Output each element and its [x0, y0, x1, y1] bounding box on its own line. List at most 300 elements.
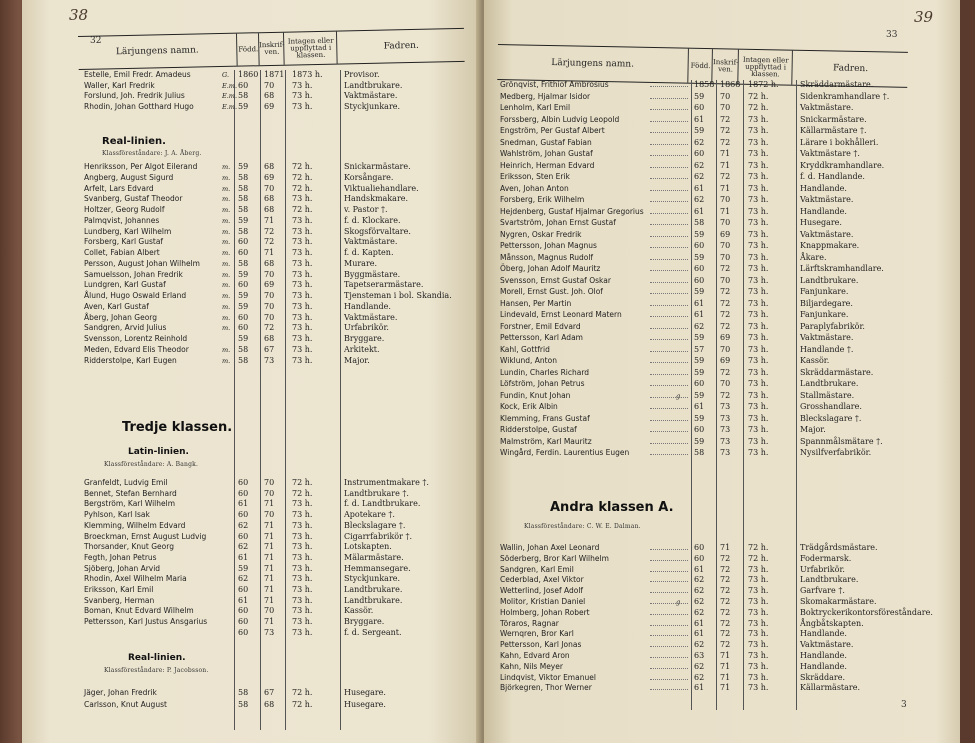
father-occupation: Kassör.	[344, 606, 374, 616]
promotion-year: 73 h.	[748, 298, 769, 308]
promotion-year: 72 h.	[748, 103, 769, 112]
leader-dots	[650, 571, 688, 572]
leader-dots	[650, 635, 688, 636]
leader-dots	[650, 121, 688, 122]
header-entered: Inskrif-ven.	[258, 33, 285, 66]
entry-year: 71	[720, 543, 731, 552]
birth-year: 60	[238, 531, 249, 541]
birth-year: 62	[694, 597, 705, 606]
father-occupation: Landtbrukare †.	[344, 488, 409, 498]
father-occupation: Trädgårdsmästare.	[800, 543, 878, 552]
class-teacher: Klassföreståndare: C. W. E. Dalman.	[524, 523, 641, 530]
table-row	[22, 248, 462, 258]
father-occupation: Byggmästare.	[344, 269, 401, 279]
student-name: Rhodin, Axel Wilhelm Maria	[84, 574, 187, 584]
leader-dots	[650, 178, 688, 179]
student-tag: m.	[222, 195, 231, 204]
promotion-year: 72 h.	[748, 91, 769, 101]
promotion-year: 73 h.	[292, 574, 313, 584]
entry-year: 71	[264, 215, 275, 225]
father-occupation: Handlande.	[800, 206, 847, 216]
entry-year: 71	[720, 661, 731, 671]
entry-year: 71	[720, 183, 731, 193]
birth-year: 58	[238, 226, 249, 236]
father-occupation: Tapetserarmästare.	[344, 280, 424, 290]
table-row	[484, 402, 954, 412]
entry-year: 71	[720, 206, 731, 216]
father-occupation: Handskmakare.	[344, 194, 409, 204]
promotion-year: 1873 h.	[292, 70, 323, 79]
promotion-year: 73 h.	[292, 248, 313, 257]
student-name: Holmberg, Johan Robert	[500, 607, 590, 617]
table-row	[484, 333, 954, 343]
leader-dots	[650, 282, 688, 283]
promotion-year: 73 h.	[292, 552, 313, 562]
promotion-year: 72 h.	[748, 543, 769, 552]
header-name: Lärjungens namn.	[551, 57, 635, 70]
leader-dots	[650, 454, 688, 455]
entry-year: 72	[720, 640, 731, 650]
table-row	[484, 543, 954, 553]
father-occupation: Ångbåtskapten.	[800, 618, 864, 628]
leader-dots	[650, 549, 688, 550]
father-occupation: Paraplyfabrikör.	[800, 321, 865, 331]
father-occupation: Urfabrikör.	[344, 323, 389, 333]
student-name: Wiklund, Anton	[500, 356, 557, 365]
birth-year: 62	[694, 640, 705, 650]
table-row	[22, 270, 462, 280]
table-row	[22, 205, 462, 215]
birth-year: 60	[694, 553, 705, 563]
father-occupation: Arkitekt.	[344, 344, 380, 354]
entry-year: 70	[264, 301, 275, 311]
birth-year: 59	[238, 162, 249, 171]
student-name: Svensson, Lorentz Reinhold	[84, 334, 188, 343]
leader-dots	[650, 247, 688, 248]
leader-dots	[650, 259, 688, 260]
header-name: Lärjungens namn.	[115, 44, 199, 57]
table-row	[484, 437, 954, 447]
entry-year: 72	[720, 597, 731, 606]
leader-dots	[650, 625, 688, 626]
birth-year: 59	[238, 291, 249, 300]
promotion-year: 73 h.	[748, 413, 769, 423]
student-name: Pyhlson, Karl Isak	[84, 510, 150, 520]
table-row	[484, 391, 954, 401]
student-name: Pettersson, Johan Magnus	[500, 241, 597, 250]
birth-year: 59	[694, 126, 705, 135]
student-name: Heinrich, Herman Edvard	[500, 160, 595, 170]
birth-year: 57	[694, 344, 705, 354]
entry-year: 67	[264, 688, 275, 697]
entry-year: 71	[720, 149, 731, 158]
table-row	[484, 414, 954, 424]
father-occupation: Korsångare.	[344, 172, 394, 182]
entry-year: 70	[264, 312, 275, 322]
father-occupation: Landtbrukare.	[800, 575, 859, 585]
table-row	[22, 356, 462, 366]
table-row	[484, 586, 954, 596]
entry-year: 70	[720, 195, 731, 204]
father-occupation: Åkare.	[800, 252, 827, 262]
promotion-year: 73 h.	[748, 183, 769, 193]
student-tag: g.	[676, 391, 683, 400]
promotion-year: 72 h.	[292, 488, 313, 498]
table-row	[22, 532, 462, 542]
father-occupation: Vaktmästare.	[800, 103, 854, 112]
leader-dots	[650, 86, 688, 87]
table-row	[484, 103, 954, 113]
birth-year: 60	[694, 379, 705, 388]
entry-year: 68	[264, 700, 275, 709]
student-name: Åberg, Johan Georg	[84, 312, 158, 322]
entry-year: 72	[720, 390, 731, 400]
father-occupation: Snickarmästare.	[800, 114, 867, 124]
entry-year: 70	[720, 91, 731, 101]
birth-year: 61	[694, 298, 705, 308]
entry-year: 72	[720, 310, 731, 319]
student-name: Snedman, Gustaf Fabian	[500, 137, 592, 147]
birth-year: 58	[238, 258, 249, 268]
entry-year: 71	[720, 651, 731, 660]
father-occupation: f. d. Klockare.	[344, 215, 401, 225]
table-row	[22, 280, 462, 290]
student-name: Cederblad, Axel Viktor	[500, 575, 584, 585]
birth-year: 58	[694, 218, 705, 227]
father-occupation: Vaktmästare.	[800, 195, 854, 204]
father-occupation: Nysilfverfabrikör.	[800, 448, 872, 457]
entry-year: 72	[264, 226, 275, 236]
leader-dots	[650, 592, 688, 593]
student-name: Forsberg, Karl Gustaf	[84, 237, 164, 247]
entry-year: 1868	[720, 80, 741, 89]
table-row	[22, 478, 462, 488]
page-number: 32	[90, 36, 102, 46]
student-tag: m.	[222, 206, 231, 214]
birth-year: 60	[238, 478, 249, 487]
entry-year: 71	[264, 531, 275, 541]
table-row	[484, 287, 954, 297]
birth-year: 58	[238, 172, 249, 182]
birth-year: 63	[694, 651, 705, 660]
entry-year: 73	[720, 436, 731, 446]
entry-year: 71	[264, 595, 275, 605]
table-row	[22, 688, 462, 698]
leader-dots	[650, 679, 688, 680]
promotion-year: 73 h.	[748, 436, 769, 446]
left-page	[22, 0, 484, 743]
table-row	[484, 662, 954, 672]
entry-year: 73	[720, 413, 731, 423]
father-occupation: Garfvare †.	[800, 586, 845, 596]
entry-year: 70	[264, 510, 275, 520]
table-row	[484, 651, 954, 661]
promotion-year: 73 h.	[748, 114, 769, 124]
birth-year: 59	[694, 390, 705, 400]
leader-dots	[650, 443, 688, 444]
entry-year: 68	[264, 194, 275, 204]
promotion-year: 73 h.	[292, 301, 313, 311]
leader-dots	[650, 167, 688, 168]
entry-year: 71	[264, 520, 275, 530]
promotion-year: 73 h.	[292, 280, 313, 290]
student-name: Hansen, Per Martin	[500, 298, 572, 308]
handwritten-page-number: 38	[69, 6, 89, 24]
table-row	[22, 194, 462, 204]
table-row	[22, 617, 462, 627]
promotion-year: 73 h.	[748, 629, 769, 639]
student-name: Svartström, Johan Ernst Gustaf	[500, 218, 616, 227]
father-occupation: Apotekare †.	[344, 510, 395, 520]
table-row	[22, 323, 462, 333]
student-name: Waller, Karl Fredrik	[84, 80, 155, 90]
leader-dots	[650, 560, 688, 561]
promotion-year: 73 h.	[292, 542, 313, 552]
table-row	[22, 489, 462, 499]
student-name: Forsberg, Erik Wilhelm	[500, 195, 585, 204]
leader-dots	[650, 351, 688, 352]
birth-year: 62	[238, 520, 249, 530]
birth-year: 60	[694, 275, 705, 285]
promotion-year: 73 h.	[748, 425, 769, 434]
table-row	[484, 92, 954, 102]
promotion-year: 72 h.	[292, 172, 313, 182]
student-name: Rhodin, Johan Gotthard Hugo	[84, 101, 194, 111]
table-row	[22, 521, 462, 531]
student-name: Morell, Ernst Gust. Joh. Olof	[500, 287, 603, 296]
father-occupation: Handlande.	[344, 301, 391, 311]
promotion-year: 73 h.	[292, 226, 313, 236]
student-name: Collet, Fabian Albert	[84, 248, 160, 257]
birth-year: 62	[694, 172, 705, 181]
table-row	[484, 575, 954, 585]
student-name: Forstner, Emil Edvard	[500, 321, 581, 331]
leader-dots	[650, 668, 688, 669]
father-occupation: Grosshandlare.	[800, 402, 862, 411]
student-name: Grönqvist, Frithiof Ambrosius	[500, 80, 609, 89]
father-occupation: Mälarmästare.	[344, 552, 404, 562]
entry-year: 67	[264, 344, 275, 354]
father-occupation: Skomakarmästare.	[800, 597, 877, 606]
section-title: Real-linien.	[102, 136, 166, 147]
table-row	[22, 542, 462, 552]
father-occupation: Vaktmästare.	[344, 237, 398, 247]
birth-year: 59	[238, 269, 249, 279]
student-name: Sjöberg, Johan Arvid	[84, 563, 161, 573]
leader-dots	[650, 374, 688, 375]
table-row	[22, 596, 462, 606]
promotion-year: 73 h.	[292, 499, 313, 509]
leader-dots	[650, 155, 688, 156]
entry-year: 73	[720, 448, 731, 457]
birth-year: 60	[694, 543, 705, 552]
leader-dots	[650, 190, 688, 191]
student-tag: m.	[222, 270, 231, 279]
entry-year: 71	[264, 617, 275, 627]
student-name: Lindevald, Ernst Leonard Matern	[500, 310, 622, 319]
leader-dots	[650, 603, 688, 604]
section-title: Real-linien.	[128, 653, 186, 663]
birth-year: 59	[694, 287, 705, 296]
table-row	[22, 237, 462, 247]
entry-year: 69	[264, 101, 275, 111]
promotion-year: 73 h.	[748, 402, 769, 411]
table-row	[22, 91, 462, 101]
right-page	[484, 0, 960, 743]
father-occupation: Murare.	[344, 258, 378, 268]
table-row	[484, 253, 954, 263]
father-occupation: Källarmästare †.	[800, 126, 867, 135]
father-occupation: Kassör.	[800, 356, 830, 365]
entry-year: 72	[720, 367, 731, 377]
entry-year: 71	[264, 552, 275, 562]
table-row	[484, 565, 954, 575]
father-occupation: Biljardegare.	[800, 298, 853, 308]
table-row	[22, 227, 462, 237]
birth-year: 60	[694, 425, 705, 434]
father-occupation: Styckjunkare.	[344, 101, 401, 111]
promotion-year: 73 h.	[748, 597, 769, 606]
table-row	[484, 299, 954, 309]
promotion-year: 73 h.	[748, 275, 769, 285]
entry-year: 70	[264, 183, 275, 193]
birth-year: 60	[694, 264, 705, 273]
promotion-year: 73 h.	[292, 355, 313, 365]
table-row	[22, 553, 462, 563]
birth-year: 60	[694, 149, 705, 158]
father-occupation: Knappmakare.	[800, 241, 860, 250]
promotion-year: 73 h.	[748, 172, 769, 181]
father-occupation: f. d. Kapten.	[344, 248, 394, 257]
entry-year: 1871	[264, 70, 285, 79]
father-occupation: Handlande.	[800, 651, 847, 660]
promotion-year: 73 h.	[748, 672, 769, 682]
student-name: Pettersson, Karl Adam	[500, 333, 583, 342]
entry-year: 73	[264, 355, 275, 365]
student-name: Kahl, Gottfrid	[500, 344, 550, 354]
birth-year: 59	[694, 333, 705, 342]
table-row	[22, 216, 462, 226]
leader-dots	[650, 224, 688, 225]
student-name: Eriksson, Sten Erik	[500, 172, 570, 181]
entry-year: 69	[264, 172, 275, 182]
entry-year: 71	[720, 672, 731, 682]
student-name: Estelle, Emil Fredr. Amadeus	[84, 70, 191, 79]
entry-year: 72	[720, 618, 731, 628]
birth-year: 60	[694, 241, 705, 250]
birth-year: 62	[694, 607, 705, 617]
promotion-year: 73 h.	[292, 215, 313, 225]
table-row	[484, 195, 954, 205]
table-row	[484, 683, 954, 693]
student-name: Svensson, Ernst Gustaf Oskar	[500, 275, 611, 285]
leader-dots	[650, 646, 688, 647]
father-occupation: Skräddarmästare.	[800, 80, 874, 89]
promotion-year: 72 h.	[292, 700, 313, 709]
birth-year: 58	[238, 344, 249, 354]
father-occupation: Stallmästare.	[800, 390, 855, 400]
student-name: Broeckman, Ernst August Ludvig	[84, 531, 207, 541]
leader-dots	[650, 408, 688, 409]
table-header	[78, 28, 465, 70]
student-name: Engström, Per Gustaf Albert	[500, 126, 605, 135]
entry-year: 70	[264, 606, 275, 616]
birth-year: 62	[694, 160, 705, 170]
student-name: Bergström, Karl Wilhelm	[84, 499, 176, 509]
birth-year: 58	[238, 194, 249, 204]
entry-year: 71	[264, 563, 275, 573]
entry-year: 70	[264, 488, 275, 498]
birth-year: 61	[694, 183, 705, 193]
promotion-year: 73 h.	[748, 333, 769, 342]
father-occupation: Tjensteman i bol. Skandia.	[344, 291, 452, 300]
table-row	[484, 673, 954, 683]
table-row	[22, 162, 462, 172]
birth-year: 62	[694, 672, 705, 682]
father-occupation: Fanjunkare.	[800, 287, 849, 296]
table-row	[22, 345, 462, 355]
table-row	[484, 161, 954, 171]
father-occupation: f. d. Landtbrukare.	[344, 499, 421, 509]
student-name: Öberg, Johan Adolf Mauritz	[500, 264, 601, 273]
table-row	[484, 264, 954, 274]
student-name: Kahn, Edvard Aron	[500, 651, 570, 660]
table-row	[484, 126, 954, 136]
signature-mark: 3	[901, 700, 907, 710]
student-name: Klemming, Wilhelm Edvard	[84, 520, 186, 530]
birth-year: 62	[694, 195, 705, 204]
leader-dots	[650, 144, 688, 145]
student-name: Arfelt, Lars Edvard	[84, 183, 154, 193]
promotion-year: 73 h.	[748, 618, 769, 628]
promotion-year: 73 h.	[292, 627, 313, 637]
entry-year: 69	[264, 280, 275, 290]
birth-year: 59	[238, 101, 249, 111]
entry-year: 72	[720, 126, 731, 135]
promotion-year: 1872 h.	[748, 80, 779, 89]
promotion-year: 73 h.	[748, 252, 769, 262]
entry-year: 69	[720, 356, 731, 365]
table-row	[22, 510, 462, 520]
birth-year: 60	[238, 237, 249, 247]
student-tag: m.	[222, 356, 231, 365]
entry-year: 72	[720, 586, 731, 596]
student-name: Björkegren, Thor Werner	[500, 683, 592, 693]
student-name: Bennet, Stefan Bernhard	[84, 488, 177, 498]
father-occupation: Källarmästare.	[800, 683, 861, 693]
birth-year: 59	[238, 334, 249, 343]
student-tag: m.	[222, 184, 231, 193]
handwritten-page-number: 39	[914, 8, 934, 26]
father-occupation: f. d. Sergeant.	[344, 627, 402, 637]
entry-year: 70	[720, 379, 731, 388]
table-row	[484, 184, 954, 194]
birth-year: 60	[238, 80, 249, 90]
birth-year: 61	[694, 629, 705, 639]
promotion-year: 72 h.	[292, 478, 313, 487]
leader-dots	[650, 362, 688, 363]
birth-year: 59	[238, 215, 249, 225]
section-title: Latin-linien.	[128, 447, 189, 457]
entry-year: 72	[720, 553, 731, 563]
father-occupation: Vaktmästare.	[800, 640, 854, 650]
entry-year: 73	[720, 425, 731, 434]
entry-year: 70	[720, 344, 731, 354]
birth-year: 60	[238, 248, 249, 257]
birth-year: 61	[694, 310, 705, 319]
class-teacher: Klassföreståndare: J. A. Åberg.	[102, 150, 202, 157]
student-tag: m.	[222, 281, 231, 290]
